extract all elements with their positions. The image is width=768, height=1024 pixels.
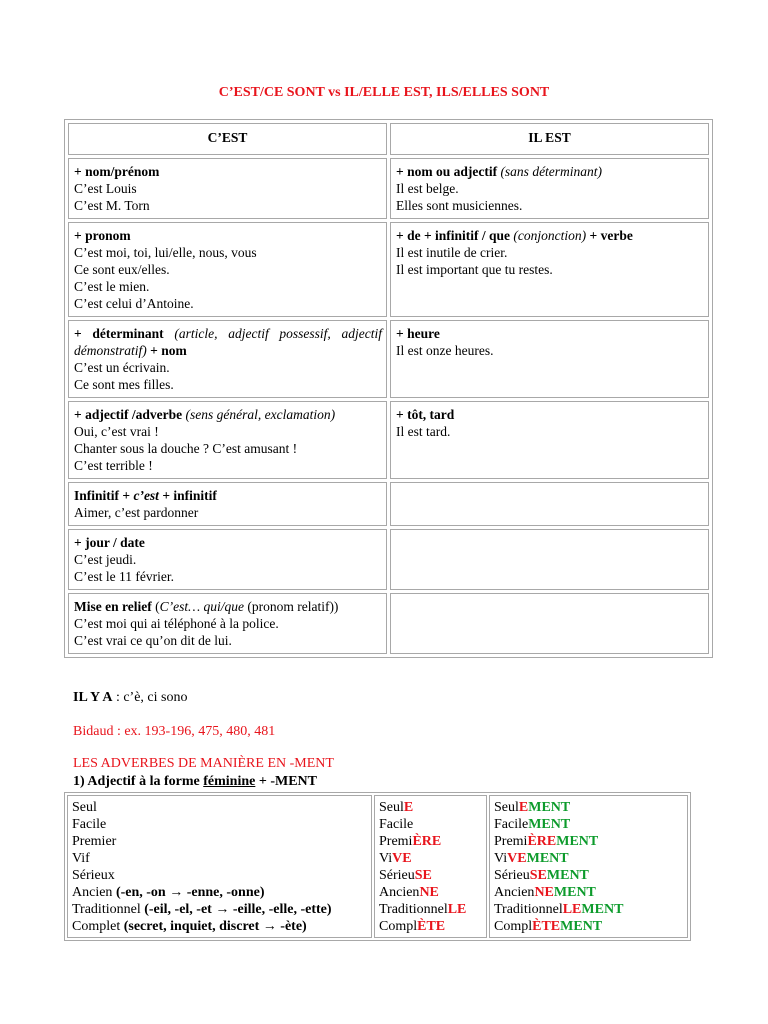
rule-keyword: c’est	[133, 488, 159, 503]
example-line: C’est moi qui ai téléphoné à la police.	[74, 616, 279, 631]
rule-label: + nom ou adjectif	[396, 164, 498, 179]
il-est-cell	[390, 401, 709, 479]
word-stem: Traditionnel	[379, 902, 448, 917]
cest-cell	[68, 320, 387, 398]
word-stem: Sérieu	[494, 868, 530, 883]
adverbs-table	[64, 792, 691, 941]
adjective-word: Facile	[72, 817, 107, 832]
example-line: Ce sont mes filles.	[74, 377, 174, 392]
adverbs-section-title: LES ADVERBES DE MANIÈRE EN -MENT	[73, 756, 334, 771]
word-stem: Premi	[379, 834, 413, 849]
rule-line	[74, 406, 382, 423]
rule-label: Mise en relief	[74, 599, 152, 614]
feminine-ending: SE	[529, 868, 547, 883]
rule-comment: (conjonction)	[513, 228, 587, 243]
word-stem: Premi	[494, 834, 528, 849]
adjective-rule: (secret, inquiet, discret → -ète)	[120, 919, 307, 934]
example-line: Il est onze heures.	[396, 343, 494, 358]
adjective-masculine	[72, 816, 367, 833]
word-stem: Ancien	[494, 885, 535, 900]
adjective-word: Complet	[72, 919, 121, 934]
rule-heading-part: 1) Adjectif à la forme	[73, 774, 204, 789]
adjective-masculine	[72, 799, 367, 816]
rule-label: Infinitif +	[74, 488, 131, 503]
adverbs-rule-heading	[73, 774, 317, 790]
example-line: Ce sont eux/elles.	[74, 262, 170, 277]
word-stem: Seul	[494, 800, 519, 815]
example-line: Il est inutile de crier.	[396, 245, 508, 260]
rule-label: + pronom	[74, 228, 131, 243]
table-row	[68, 222, 709, 317]
example-line: C’est un écrivain.	[74, 360, 170, 375]
il-est-cell	[390, 593, 709, 654]
word-stem: Traditionnel	[494, 902, 563, 917]
adverb-form	[494, 833, 683, 850]
adverb-form	[494, 816, 683, 833]
adverb-form	[494, 918, 683, 935]
adjective-masculine	[72, 884, 367, 901]
adjective-feminine	[379, 850, 482, 867]
rule-heading-feminine: féminine	[203, 774, 256, 789]
rule-label: + adjectif /adverbe	[74, 407, 183, 422]
cest-vs-il-est-table	[64, 119, 713, 658]
cest-cell	[68, 158, 387, 219]
example-line: C’est vrai ce qu’on dit de lui.	[74, 633, 232, 648]
rule-label: + infinitif	[162, 488, 217, 503]
adjective-word: Ancien	[72, 885, 113, 900]
example-line: C’est moi, toi, lui/elle, nous, vous	[74, 245, 257, 260]
word-stem: Facile	[494, 817, 529, 832]
example-line: Il est important que tu restes.	[396, 262, 553, 277]
rule-label: + de + infinitif / que	[396, 228, 511, 243]
il-y-a-translation: : c’è, ci sono	[112, 690, 188, 705]
il-y-a-label: IL Y A	[73, 690, 113, 705]
example-line: C’est le mien.	[74, 279, 150, 294]
rule-comment: C’est… qui/que	[159, 599, 244, 614]
il-est-cell	[390, 222, 709, 317]
example-line: C’est Louis	[74, 181, 137, 196]
ment-suffix: MENT	[581, 902, 624, 917]
feminine-ending: VE	[392, 851, 412, 866]
rule-line	[396, 163, 704, 180]
column-header-il-est: IL EST	[390, 123, 709, 155]
word-stem: Vi	[494, 851, 508, 866]
il-est-cell	[390, 158, 709, 219]
adverb-column	[489, 795, 688, 938]
cest-cell	[68, 593, 387, 654]
adjective-feminine	[379, 867, 482, 884]
ment-suffix: MENT	[560, 919, 603, 934]
adverb-form	[494, 901, 683, 918]
adjective-masculine-column	[67, 795, 372, 938]
adjective-feminine	[379, 901, 482, 918]
feminine-ending: LE	[562, 902, 582, 917]
rule-line	[74, 487, 382, 504]
feminine-ending: SE	[414, 868, 432, 883]
rule-line	[396, 325, 704, 342]
il-est-cell	[390, 482, 709, 526]
table-header-row	[68, 123, 709, 155]
feminine-ending: E	[518, 800, 529, 815]
rule-line	[74, 534, 382, 551]
example-line: C’est le 11 février.	[74, 569, 174, 584]
feminine-ending: LE	[447, 902, 467, 917]
adjective-feminine	[379, 918, 482, 935]
rule-line	[74, 163, 382, 180]
adjective-word: Sérieux	[72, 868, 115, 883]
feminine-ending: ÈRE	[527, 834, 557, 849]
ment-suffix: MENT	[528, 817, 571, 832]
feminine-ending: NE	[419, 885, 439, 900]
rule-line	[74, 598, 382, 615]
adverb-form	[494, 850, 683, 867]
adjective-masculine	[72, 833, 367, 850]
rule-comment: (sans déterminant)	[500, 164, 603, 179]
table-row	[68, 158, 709, 219]
adjective-masculine	[72, 901, 367, 918]
il-y-a-note	[73, 690, 187, 706]
rule-label: + heure	[396, 326, 440, 341]
example-line: Aimer, c’est pardonner	[74, 505, 199, 520]
example-line: C’est celui d’Antoine.	[74, 296, 194, 311]
rule-label: + déterminant	[74, 326, 164, 341]
adjective-word: Traditionnel	[72, 902, 141, 917]
ment-suffix: MENT	[546, 868, 589, 883]
adverbs-row	[67, 795, 688, 938]
word-stem: Compl	[494, 919, 533, 934]
rule-label: + verbe	[589, 228, 633, 243]
example-line: Il est tard.	[396, 424, 451, 439]
adverb-form	[494, 884, 683, 901]
rule-line	[74, 325, 382, 359]
cest-cell	[68, 222, 387, 317]
adverb-form	[494, 867, 683, 884]
rule-heading-part: + -MENT	[255, 774, 317, 789]
exercise-reference: Bidaud : ex. 193-196, 475, 480, 481	[73, 724, 276, 739]
table-row	[68, 529, 709, 590]
ment-suffix: MENT	[556, 834, 599, 849]
column-header-cest: C’EST	[68, 123, 387, 155]
adjective-word: Vif	[72, 851, 90, 866]
adjective-masculine	[72, 918, 367, 935]
rule-label: + jour / date	[74, 535, 145, 550]
example-line: C’est terrible !	[74, 458, 153, 473]
ment-suffix: MENT	[553, 885, 596, 900]
rule-line	[396, 406, 704, 423]
adjective-word: Seul	[72, 800, 97, 815]
feminine-ending: VE	[507, 851, 527, 866]
adjective-word: Premier	[72, 834, 117, 849]
rule-line	[74, 227, 382, 244]
feminine-ending: NE	[534, 885, 554, 900]
table-row	[68, 482, 709, 526]
adverb-form	[494, 799, 683, 816]
ment-suffix: MENT	[528, 800, 571, 815]
word-stem: Facile	[379, 817, 414, 832]
adjective-masculine	[72, 850, 367, 867]
example-line: Il est belge.	[396, 181, 459, 196]
example-line: Chanter sous la douche ? C’est amusant !	[74, 441, 298, 456]
adjective-masculine	[72, 867, 367, 884]
word-stem: Compl	[379, 919, 418, 934]
example-line: Oui, c’est vrai !	[74, 424, 159, 439]
adjective-feminine	[379, 816, 482, 833]
rule-label: + tôt, tard	[396, 407, 455, 422]
example-line: Elles sont musiciennes.	[396, 198, 523, 213]
word-stem: Seul	[379, 800, 404, 815]
page-title: C’EST/CE SONT vs IL/ELLE EST, ILS/ELLES SONT	[218, 85, 550, 100]
example-line: C’est M. Torn	[74, 198, 150, 213]
adjective-feminine	[379, 799, 482, 816]
rule-comment: (sens général, exclamation)	[185, 407, 336, 422]
rule-paren: (	[155, 599, 160, 614]
adjective-feminine	[379, 884, 482, 901]
il-est-cell	[390, 320, 709, 398]
feminine-ending: ÈTE	[532, 919, 561, 934]
table-row	[68, 401, 709, 479]
feminine-ending: ÈTE	[417, 919, 446, 934]
rule-line	[396, 227, 704, 244]
rule-label: + nom	[150, 343, 187, 358]
cest-cell	[68, 529, 387, 590]
adjective-feminine	[379, 833, 482, 850]
word-stem: Vi	[379, 851, 393, 866]
cest-cell	[68, 482, 387, 526]
rule-comment: (article, adjectif possessif, adjectif démonstratif)	[74, 326, 382, 358]
example-line: C’est jeudi.	[74, 552, 137, 567]
adjective-feminine-column	[374, 795, 487, 938]
word-stem: Ancien	[379, 885, 420, 900]
adjective-rule: (-en, -on → -enne, -onne)	[112, 885, 265, 900]
rule-note: (pronom relatif))	[247, 599, 339, 614]
feminine-ending: ÈRE	[412, 834, 442, 849]
table-row	[68, 320, 709, 398]
rule-label: + nom/prénom	[74, 164, 160, 179]
ment-suffix: MENT	[526, 851, 569, 866]
table-row	[68, 593, 709, 654]
word-stem: Sérieu	[379, 868, 415, 883]
cest-cell	[68, 401, 387, 479]
feminine-ending: E	[403, 800, 414, 815]
il-est-cell	[390, 529, 709, 590]
adjective-rule: (-eil, -el, -et → -eille, -elle, -ette)	[140, 902, 332, 917]
